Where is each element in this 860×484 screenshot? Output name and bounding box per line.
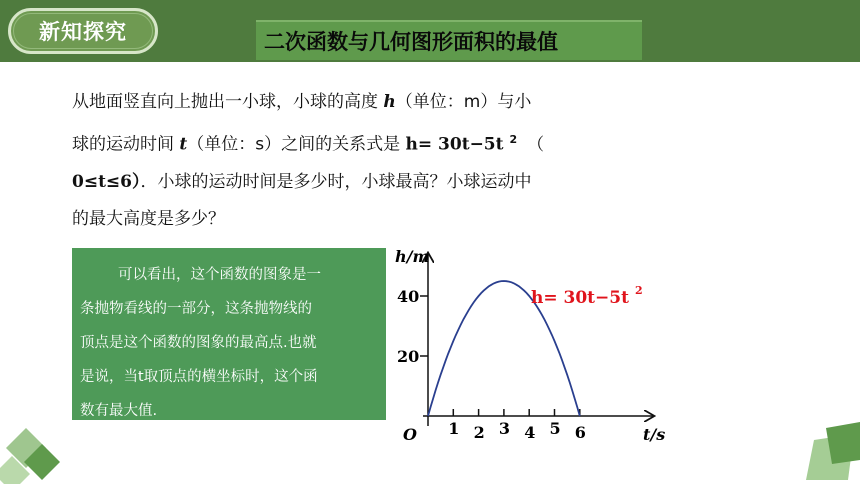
y-tick-label-20: 20 (397, 347, 420, 366)
note-line-1 (80, 258, 380, 292)
origin-label: O (403, 425, 417, 444)
problem-paren: （ (527, 134, 545, 155)
problem-line-2 (72, 121, 672, 164)
explanation-box (72, 248, 386, 420)
y-axis-label: h/m (395, 247, 430, 266)
x-tick-label-1: 1 (448, 419, 460, 438)
var-h: h (383, 92, 396, 112)
problem-line-1-pre: 从地面竖直向上抛出一小球，小球的高度 (72, 92, 384, 112)
x-tick-label-5: 5 (549, 419, 561, 438)
note-line-3: 顶点是这个函数的图象的最高点.也就 (80, 335, 317, 351)
note-line-4: 是说，当t取顶点的横坐标时，这个函 (80, 369, 318, 385)
slide-title (256, 20, 642, 60)
x-ticks (448, 409, 586, 442)
problem-line-1 (72, 84, 672, 121)
decor-right (792, 420, 860, 484)
curve-formula-exponent: 2 (634, 284, 643, 297)
x-tick-label-2: 2 (473, 423, 485, 442)
problem-line-2-post: （单位：s）之间的关系式是 (187, 134, 406, 155)
decor-left (0, 418, 80, 484)
var-t: t (179, 134, 188, 155)
problem-line-3 (72, 164, 672, 201)
y-tick-label-40: 40 (397, 287, 420, 306)
x-tick-label-3: 3 (498, 419, 511, 438)
slide-title-text: 二次函数与几何图形面积的最值 (264, 30, 558, 54)
curve-formula (531, 284, 643, 308)
problem-formula-exponent: 2 (509, 133, 518, 146)
problem-line-4: 的最大高度是多少？ (72, 208, 225, 229)
problem-range: 0≤t≤6） (72, 171, 141, 192)
y-ticks (397, 287, 428, 366)
problem-line-3-post: ．小球的运动时间是多少时，小球最高？小球运动中 (140, 171, 532, 192)
x-axis-label: t/s (643, 425, 666, 444)
note-line-5: 数有最大值. (80, 403, 158, 419)
x-tick-label-6: 6 (574, 423, 586, 442)
note-line-2: 条抛物看线的一部分，这条抛物线的 (80, 301, 312, 317)
badge-label: 新知探究 (39, 20, 127, 44)
section-badge (8, 8, 158, 54)
problem-text (72, 84, 672, 238)
problem-line-1-post: （单位：m）与小 (395, 92, 532, 112)
problem-formula: h= 30t−5t (405, 134, 504, 155)
parabola-graph (395, 240, 685, 450)
x-tick-label-4: 4 (524, 423, 536, 442)
note-line-1-text: 可以看出，这个函数的图象是一 (118, 267, 321, 283)
badge-ring (13, 13, 153, 49)
problem-line-2-pre: 球的运动时间 (72, 134, 180, 155)
curve-formula-text: h= 30t−5t (531, 288, 629, 308)
